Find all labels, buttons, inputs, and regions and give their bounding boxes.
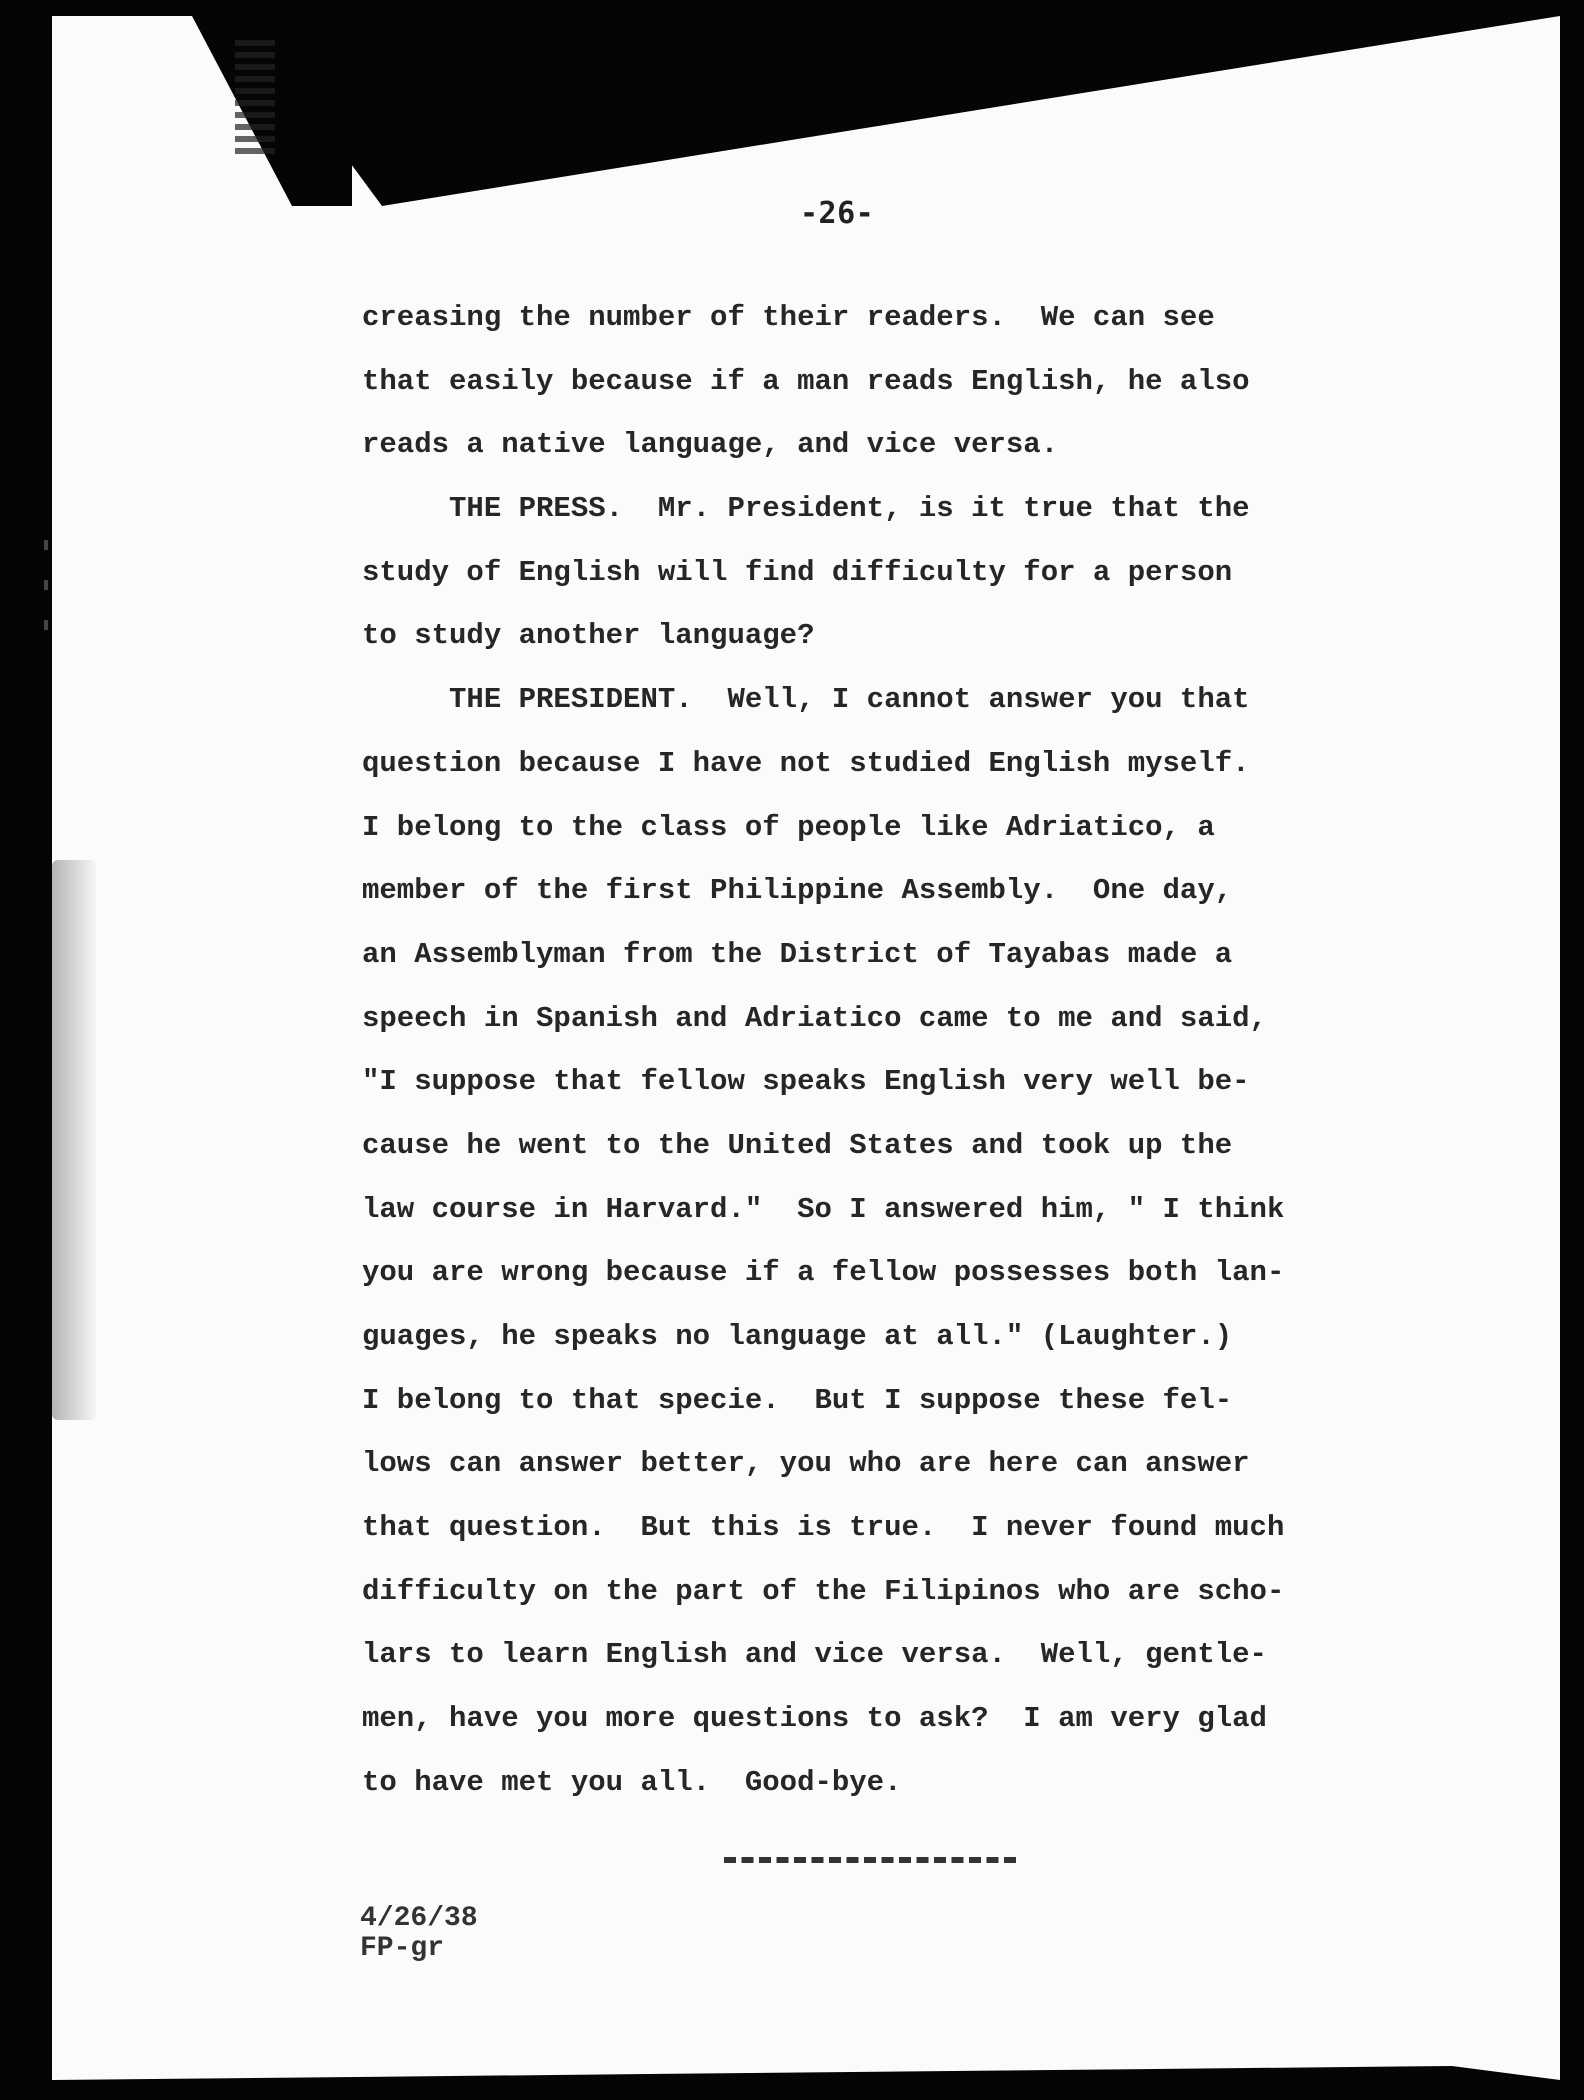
corner-damage-mark (235, 40, 275, 160)
edge-speck (44, 540, 48, 550)
text-line: to have met you all. Good-bye. (362, 1765, 902, 1799)
text-line: men, have you more questions to ask? I am very glad (362, 1702, 1267, 1736)
text-line: an Assemblyman from the District of Tayabas made a (362, 937, 1233, 971)
text-line: member of the first Philippine Assembly. One day, (362, 874, 1233, 908)
left-edge-smudge (52, 860, 96, 1420)
text-line: lows can answer better, you who are here can answer (362, 1447, 1250, 1481)
end-separator (724, 1857, 1016, 1863)
footer-reference (360, 1904, 478, 1964)
text-line: you are wrong because if a fellow possesses both lan- (362, 1256, 1285, 1290)
text-line: guages, he speaks no language at all." (Laughter.) (362, 1320, 1233, 1353)
text-line: study of English will find difficulty for a person (362, 555, 1233, 589)
text-line: I belong to the class of people like Adriatico, a (362, 810, 1215, 844)
text-line: THE PRESIDENT. Well, I cannot answer you that (362, 683, 1250, 717)
footer-date: 4/26/38 (360, 1903, 478, 1934)
text-line: that question. But this is true. I never found much (362, 1511, 1285, 1545)
text-line: "I suppose that fellow speaks English very well be- (362, 1065, 1250, 1099)
text-line: THE PRESS. Mr. President, is it true that the (362, 492, 1250, 526)
edge-speck (44, 620, 48, 630)
text-line: question because I have not studied English myself. (362, 746, 1250, 780)
text-line: to study another language? (362, 619, 815, 653)
text-line: reads a native language, and vice versa. (362, 428, 1059, 462)
text-line: creasing the number of their readers. We can see (362, 301, 1215, 334)
text-line: speech in Spanish and Adriatico came to me and said, (362, 1001, 1267, 1035)
page-number: -26- (800, 196, 875, 231)
body-text (362, 286, 1402, 1815)
footer-initials: FP-gr (360, 1933, 445, 1964)
text-line: lars to learn English and vice versa. Well, gentle- (362, 1638, 1267, 1672)
edge-speck (44, 580, 48, 590)
text-line: that easily because if a man reads English, he also (362, 364, 1250, 398)
text-line: cause he went to the United States and took up the (362, 1128, 1233, 1162)
text-line: law course in Harvard." So I answered him, " I think (362, 1192, 1285, 1226)
text-line: I belong to that specie. But I suppose these fel- (362, 1383, 1233, 1417)
text-line: difficulty on the part of the Filipinos who are scho- (362, 1574, 1285, 1608)
